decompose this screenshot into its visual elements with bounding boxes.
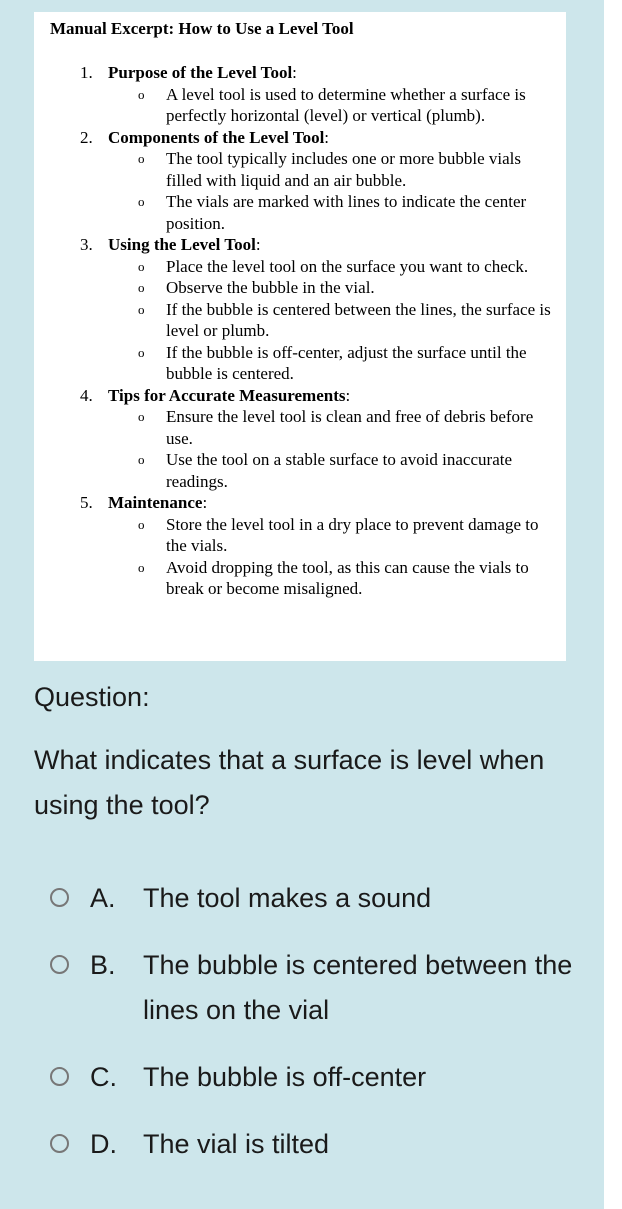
radio-icon[interactable] xyxy=(50,1134,69,1153)
bullet-item: o Avoid dropping the tool, as this can cause the vials to break or become misaligned. xyxy=(138,557,529,598)
section-item xyxy=(50,385,550,493)
manual-excerpt xyxy=(34,12,566,661)
option-letter: C. xyxy=(90,1062,117,1092)
option-letter: D. xyxy=(90,1129,117,1159)
section-heading: Tips for Accurate Measurements: xyxy=(108,385,351,405)
section-item xyxy=(50,62,550,127)
bullet-item: o Ensure the level tool is clean and free of debris before use. xyxy=(138,407,534,448)
option-a[interactable] xyxy=(48,876,588,921)
question-text: What indicates that a surface is level when using the tool? xyxy=(34,745,545,820)
bullet-list xyxy=(108,406,550,492)
section-item xyxy=(50,234,550,385)
bullet-item: o The tool typically includes one or more bubble vials filled with liquid and an air bubble. xyxy=(138,149,522,190)
bullet-item: o If the bubble is centered between the lines, the surface is level or plumb. xyxy=(138,299,551,340)
section-heading: Components of the Level Tool: xyxy=(108,127,330,147)
bullet-icon: o xyxy=(138,86,145,102)
bullet-list xyxy=(108,256,550,385)
document-title: Manual Excerpt: How to Use a Level Tool xyxy=(50,19,354,38)
bullet-icon: o xyxy=(138,559,145,575)
option-letter: A. xyxy=(90,883,116,913)
option-b[interactable] xyxy=(48,943,588,1033)
bullet-item: o The vials are marked with lines to indicate the center position. xyxy=(138,192,527,233)
bullet-icon: o xyxy=(138,452,145,467)
option-text: The tool makes a sound xyxy=(143,883,432,913)
radio-icon[interactable] xyxy=(50,955,69,974)
option-text: The bubble is centered between the lines on the vial xyxy=(143,950,573,1025)
question-label: Question: xyxy=(34,682,150,712)
option-text: The vial is tilted xyxy=(143,1129,330,1159)
section-list xyxy=(50,62,550,600)
bullet-icon: o xyxy=(138,258,145,274)
section-number: 3. xyxy=(80,235,93,254)
bullet-item: o Use the tool on a stable surface to avoid inaccurate readings. xyxy=(138,450,513,491)
bullet-icon: o xyxy=(138,280,145,295)
section-heading: Purpose of the Level Tool: xyxy=(108,63,297,82)
section-item xyxy=(50,127,550,235)
bullet-icon: o xyxy=(138,344,145,360)
bullet-icon: o xyxy=(138,194,145,209)
radio-icon[interactable] xyxy=(50,1067,69,1086)
bullet-item: o If the bubble is off-center, adjust the surface until the bubble is centered. xyxy=(138,342,527,383)
radio-icon[interactable] xyxy=(50,888,69,907)
section-number: 1. xyxy=(80,63,93,82)
bullet-icon: o xyxy=(138,151,145,166)
bullet-item: o Place the level tool on the surface you want to check. xyxy=(138,256,529,276)
section-item xyxy=(50,492,550,600)
option-c[interactable] xyxy=(48,1055,588,1100)
bullet-item: o Store the level tool in a dry place to prevent damage to the vials. xyxy=(138,514,539,555)
bullet-icon: o xyxy=(138,301,145,317)
section-number: 5. xyxy=(80,493,93,512)
option-d[interactable] xyxy=(48,1122,588,1167)
bullet-icon: o xyxy=(138,409,145,424)
bullet-list xyxy=(108,84,550,127)
bullet-list xyxy=(108,514,550,600)
option-text: The bubble is off-center xyxy=(143,1062,427,1092)
option-letter: B. xyxy=(90,950,116,980)
bullet-item: o A level tool is used to determine whether a surface is perfectly horizontal (level) or vertical (plumb). xyxy=(138,84,526,125)
bullet-list xyxy=(108,148,550,234)
bullet-icon: o xyxy=(138,516,145,532)
section-heading: Using the Level Tool: xyxy=(108,235,261,254)
section-number: 2. xyxy=(80,127,93,147)
answer-options xyxy=(48,876,588,1189)
section-number: 4. xyxy=(80,385,93,405)
section-heading: Maintenance: xyxy=(108,493,208,512)
bullet-item: o Observe the bubble in the vial. xyxy=(138,278,375,297)
